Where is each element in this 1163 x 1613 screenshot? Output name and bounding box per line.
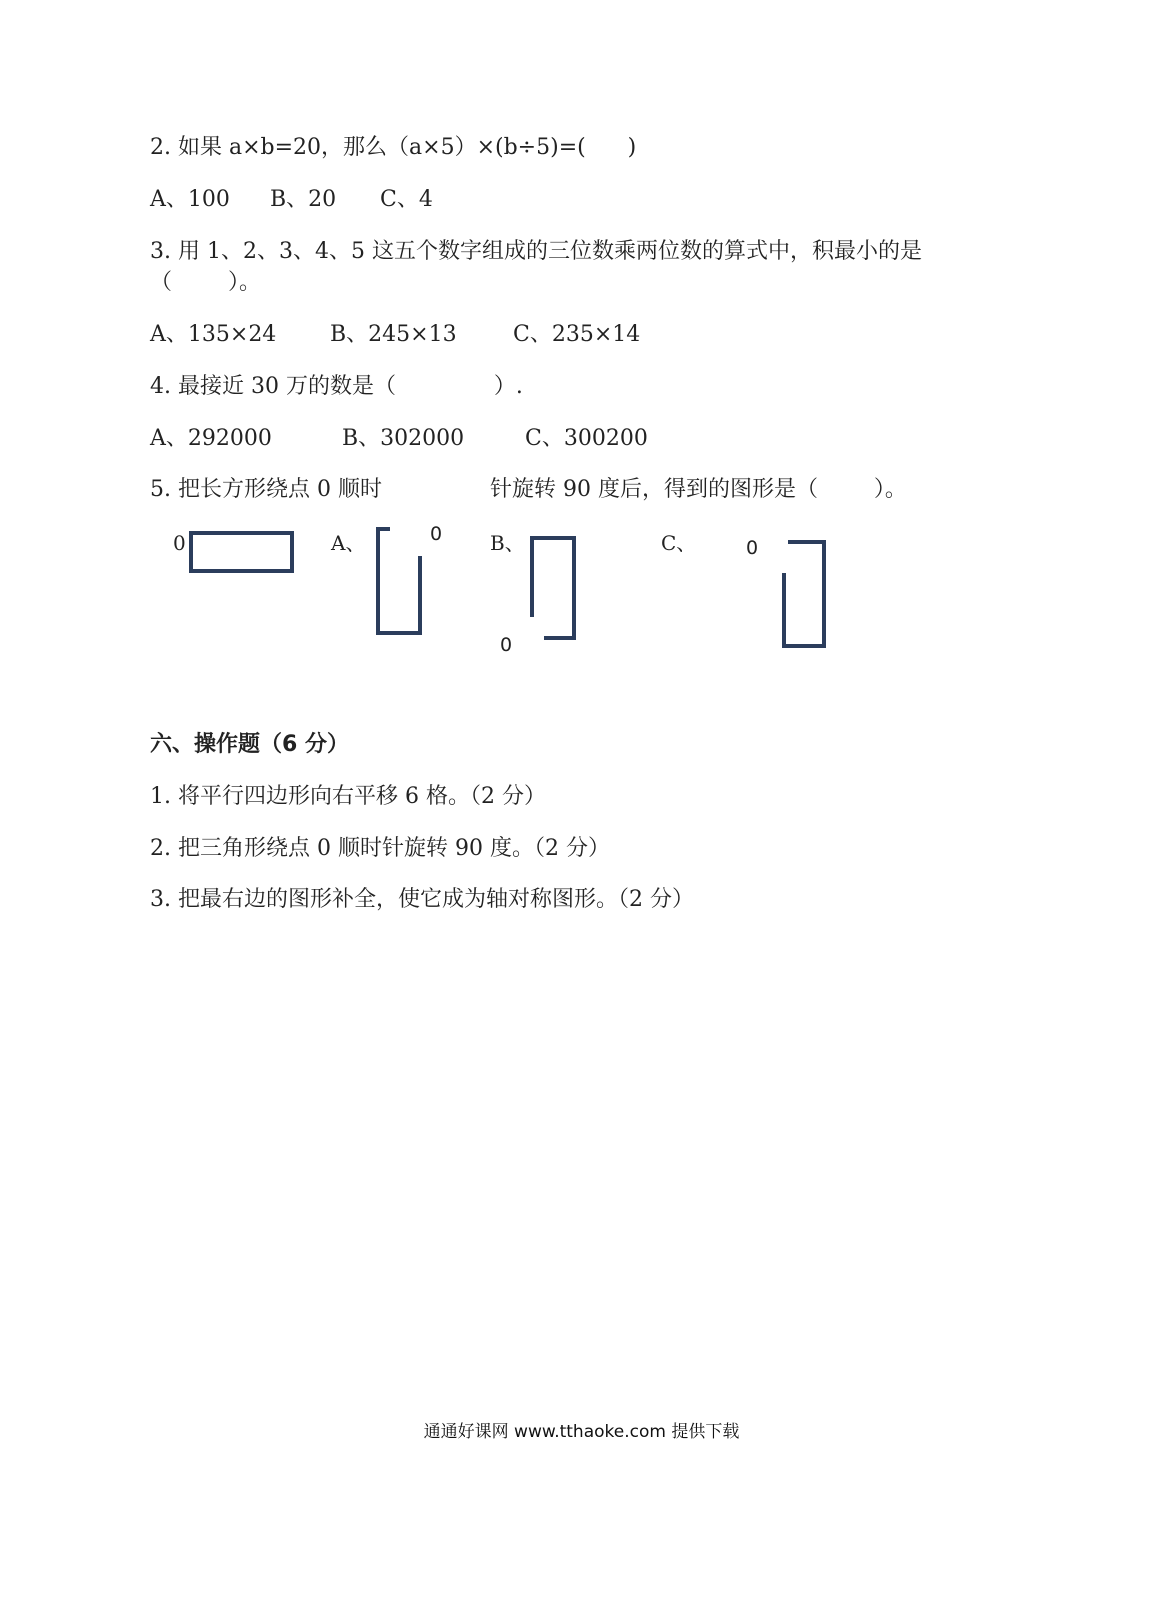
option-b-point-label: 0 bbox=[500, 634, 513, 656]
q3-option-b: B、245×13 bbox=[330, 322, 457, 347]
option-a-point-label: 0 bbox=[430, 523, 443, 545]
q4-option-b: B、302000 bbox=[342, 426, 465, 451]
option-b-rectangle bbox=[528, 535, 582, 643]
q3-option-c: C、235×14 bbox=[513, 322, 641, 347]
q2-stem: 2. 如果 a×b=20，那么（a×5）×(b÷5)=( ) bbox=[150, 135, 637, 160]
option-c-rectangle bbox=[780, 539, 830, 651]
q4-stem: 4. 最接近 30 万的数是（ ）. bbox=[150, 374, 523, 399]
q4-option-c: C、300200 bbox=[525, 426, 648, 451]
section6-item-3: 3. 把最右边的图形补全，使它成为轴对称图形。（2 分） bbox=[150, 887, 694, 912]
q3-stem-line2: （ ）。 bbox=[150, 270, 261, 295]
section6-item-1: 1. 将平行四边形向右平移 6 格。（2 分） bbox=[150, 784, 546, 809]
option-a-rectangle bbox=[374, 526, 426, 638]
original-point-label: 0 bbox=[173, 531, 186, 555]
q5-stem-part1: 5. 把长方形绕点 0 顺时 bbox=[150, 477, 382, 502]
q3-stem-line1: 3. 用 1、2、3、4、5 这五个数字组成的三位数乘两位数的算式中，积最小的是 bbox=[150, 239, 922, 264]
fig-label-c: C、 bbox=[661, 531, 697, 555]
section6-title: 六、操作题（6 分） bbox=[150, 732, 349, 757]
footer-credit: 通通好课网 www.tthaoke.com 提供下载 bbox=[423, 1422, 740, 1442]
q2-option-b: B、20 bbox=[270, 187, 337, 212]
fig-label-a: A、 bbox=[331, 531, 366, 555]
fig-label-b: B、 bbox=[490, 531, 525, 555]
original-rectangle bbox=[188, 530, 296, 574]
section6-item-2: 2. 把三角形绕点 0 顺时针旋转 90 度。（2 分） bbox=[150, 836, 610, 861]
q3-option-a: A、135×24 bbox=[150, 322, 277, 347]
option-c-point-label: 0 bbox=[746, 537, 759, 559]
q2-option-c: C、4 bbox=[380, 187, 433, 212]
q4-option-a: A、292000 bbox=[150, 426, 272, 451]
q5-stem-part2: 针旋转 90 度后，得到的图形是（ ）。 bbox=[490, 477, 907, 502]
q2-option-a: A、100 bbox=[150, 187, 230, 212]
